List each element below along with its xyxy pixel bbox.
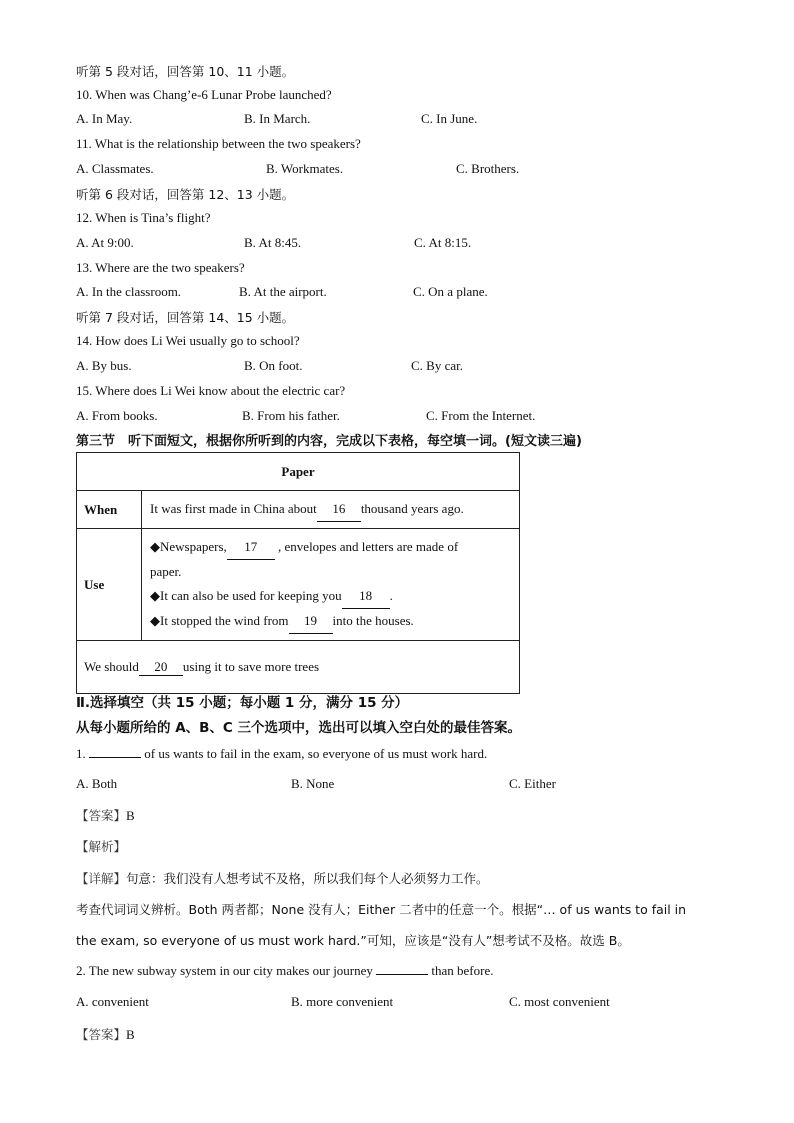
q11-stem: 11. What is the relationship between the two speakers? (76, 136, 361, 151)
mc1-stem (76, 745, 487, 762)
mc2-answer (76, 1025, 135, 1043)
q12-stem: 12. When is Tina’s flight? (76, 210, 211, 225)
part2-heading: Ⅱ.选择填空（共 15 小题；每小题 1 分，满分 15 分） (76, 695, 409, 711)
section5-intro: 听第 5 段对话，回答第 10、11 小题。 (76, 64, 295, 79)
q11-option-c: C. Brothers. (456, 161, 520, 176)
q10-stem: 10. When was Chang’e-6 Lunar Probe launched? (76, 87, 332, 102)
mc1-option-a: A. Both (76, 776, 118, 791)
q13-option-a: A. In the classroom. (76, 284, 182, 299)
answer-tag: 【答案】 (76, 1027, 127, 1042)
q13-stem: 13. Where are the two speakers? (76, 260, 245, 275)
blank-20[interactable]: 20 (139, 659, 183, 676)
mc1-stem-text: of us wants to fail in the exam, so everyone of us must work hard. (144, 746, 488, 761)
mc2-option-a: A. convenient (76, 994, 149, 1009)
mc2-stem-text-end: than before. (431, 963, 494, 978)
foot-text-end: using it to save more trees (182, 658, 320, 674)
answer-value: B (126, 808, 135, 823)
when-cell (142, 491, 520, 529)
mc2-stem-text: 2. The new subway system in our city makes our journey (76, 963, 373, 978)
blank-18[interactable]: 18 (342, 584, 390, 609)
use3-text-end: into the houses. (332, 613, 414, 628)
q12-option-a: A. At 9:00. (76, 235, 134, 250)
mc1-explain-line-1: 考查代词词义辨析。Both 两者都；None 没有人；Either 二者中的任意一个。根据“… of us wants to fail in (76, 902, 687, 917)
mc1-number: 1. (76, 746, 86, 761)
q15-option-c: C. From the Internet. (426, 408, 536, 423)
blank-17[interactable]: 17 (227, 535, 275, 560)
table-row-use (77, 529, 520, 641)
blank-16[interactable]: 16 (317, 497, 361, 522)
use2-text: ◆It can also be used for keeping you (150, 588, 342, 603)
mc1-blank[interactable] (89, 745, 141, 758)
q15-stem: 15. Where does Li Wei know about the electric car? (76, 383, 346, 398)
use-item-1 (150, 535, 511, 560)
use-label: Use (77, 529, 142, 641)
q13-option-b: B. At the airport. (239, 284, 327, 299)
q14-option-b: B. On foot. (244, 358, 303, 373)
q10-option-b: B. In March. (244, 111, 311, 126)
use2-text-end: . (389, 588, 393, 603)
answer-tag: 【答案】 (76, 808, 127, 823)
detail-text: 句意：我们没有人想考试不及格，所以我们每个人必须努力工作。 (126, 871, 489, 886)
mc1-option-c: C. Either (509, 776, 556, 791)
table-title: Paper (77, 453, 520, 491)
when-label: When (77, 491, 142, 529)
q11-option-a: A. Classmates. (76, 161, 154, 176)
paper-table (76, 452, 520, 694)
table-row-when (77, 491, 520, 529)
use3-text: ◆It stopped the wind from (150, 613, 289, 628)
section6-intro: 听第 6 段对话，回答第 12、13 小题。 (76, 187, 295, 202)
section7-intro: 听第 7 段对话，回答第 14、15 小题。 (76, 310, 295, 325)
foot-text: We should (84, 658, 139, 674)
blank-19[interactable]: 19 (289, 609, 333, 634)
mc1-explain-line-2: the exam, so everyone of us must work hard.”可知，应该是“没有人”想考试不及格。故选 B。 (76, 933, 630, 948)
mc2-option-b: B. more convenient (291, 994, 394, 1009)
when-text: It was first made in China about (150, 501, 317, 516)
table-footer (77, 641, 520, 694)
q10-option-c: C. In June. (421, 111, 478, 126)
detail-tag: 【详解】 (76, 871, 127, 886)
use1-text-end: , envelopes and letters are made of (278, 539, 459, 554)
q14-option-a: A. By bus. (76, 358, 132, 373)
q11-option-b: B. Workmates. (266, 161, 344, 176)
q12-option-c: C. At 8:15. (414, 235, 472, 250)
mc1-analysis-tag: 【解析】 (76, 839, 127, 854)
when-text-end: thousand years ago. (360, 501, 464, 516)
q15-option-b: B. From his father. (242, 408, 340, 423)
q10-option-a: A. In May. (76, 111, 133, 126)
mc1-answer (76, 806, 135, 824)
q14-option-c: C. By car. (411, 358, 463, 373)
mc1-detail (76, 869, 489, 887)
mc2-option-c: C. most convenient (509, 994, 610, 1009)
use-cell (142, 529, 520, 641)
part3-heading: 第三节 听下面短文，根据你所听到的内容，完成以下表格，每空填一词。(短文读三遍) (76, 434, 582, 449)
mc1-option-b: B. None (291, 776, 335, 791)
answer-value: B (126, 1027, 135, 1042)
q15-option-a: A. From books. (76, 408, 158, 423)
use-item-2 (150, 584, 511, 609)
mc2-blank[interactable] (376, 962, 428, 975)
use-item-1-cont: paper. (150, 564, 182, 579)
mc2-stem (76, 962, 494, 979)
q12-option-b: B. At 8:45. (244, 235, 302, 250)
q13-option-c: C. On a plane. (413, 284, 488, 299)
use1-text: ◆Newspapers, (150, 539, 227, 554)
use-item-3 (150, 609, 511, 634)
q14-stem: 14. How does Li Wei usually go to school? (76, 333, 300, 348)
part2-instruction: 从每小题所给的 A、B、C 三个选项中，选出可以填入空白处的最佳答案。 (76, 720, 522, 736)
